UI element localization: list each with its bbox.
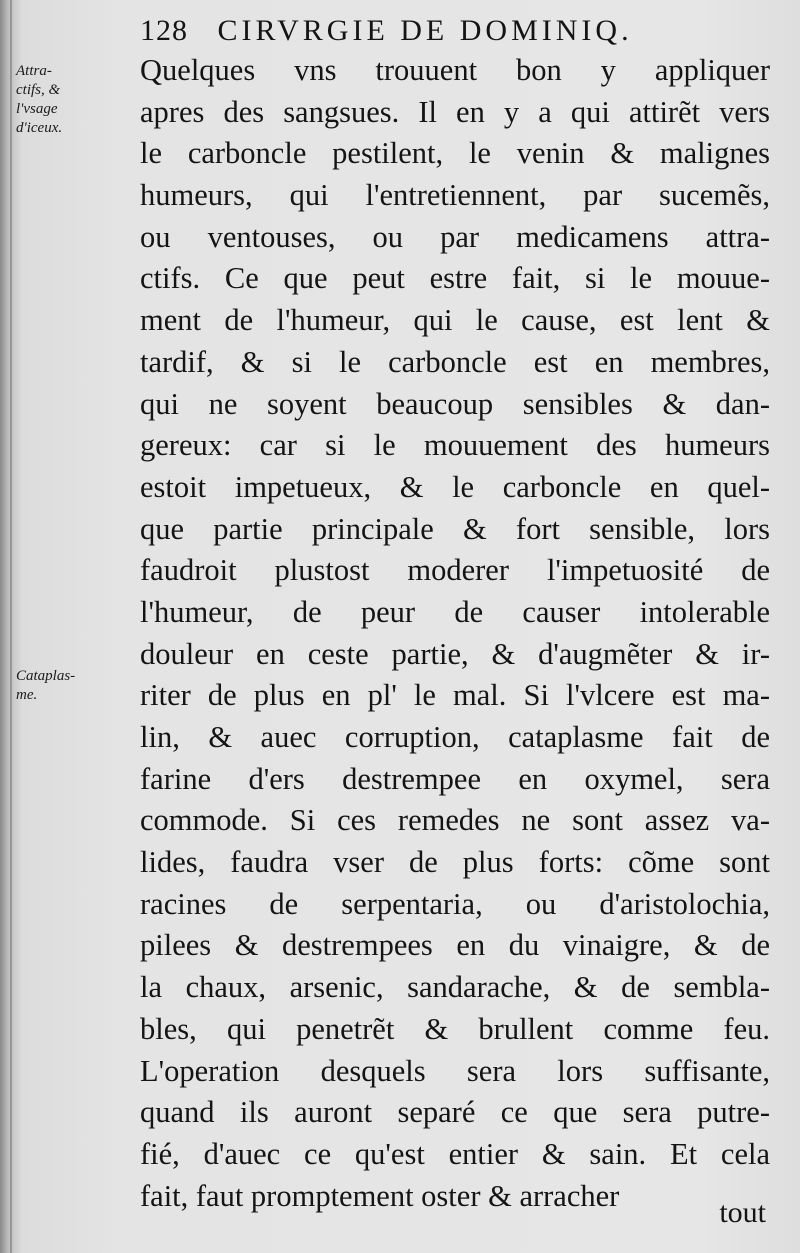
margin-note-line: d'iceux. <box>16 120 63 136</box>
text-line: la chaux, arsenic, sandarache, & de sembla- <box>140 970 770 1005</box>
catchword: tout <box>719 1196 766 1229</box>
text-line: tardif, & si le carboncle est en membres, <box>140 344 770 379</box>
margin-note-line: Cataplas- <box>16 668 76 684</box>
text-line: qui ne soyent beaucoup sensibles & dan- <box>140 386 770 421</box>
text-line: humeurs, qui l'entretiennent, par sucemẽs, <box>140 178 770 213</box>
margin-note-line: me. <box>16 687 38 703</box>
text-line: ou ventouses, ou par medicamens attra- <box>140 219 770 254</box>
margin-note-attractifs <box>16 62 126 138</box>
page-number: 128 <box>140 14 188 47</box>
text-line: que partie principale & fort sensible, lors <box>140 511 770 546</box>
text-line: apres des sangsues. Il en y a qui attirẽt vers <box>140 94 770 129</box>
text-line: fié, d'auec ce qu'est entier & sain. Et cela <box>140 1136 770 1171</box>
page-gutter <box>10 0 12 1253</box>
body-text <box>140 50 770 1217</box>
text-line: ment de l'humeur, qui le cause, est lent & <box>140 303 770 338</box>
text-line: L'operation desquels sera lors suffisante, <box>140 1053 770 1088</box>
text-line: racines de serpentaria, ou d'aristolochia, <box>140 886 770 921</box>
margin-note-line: Attra- <box>16 63 52 79</box>
text-line: riter de plus en pl' le mal. Si l'vlcere est ma- <box>140 678 770 713</box>
margin-note-line: ctifs, & <box>16 82 61 98</box>
text-line: estoit impetueux, & le carboncle en quel- <box>140 469 770 504</box>
text-line: Quelques vns trouuent bon y appliquer <box>140 53 770 87</box>
text-line: lides, faudra vser de plus forts: cõme sont <box>140 845 770 880</box>
running-title: CIRVRGIE DE DOMINIQ. <box>217 14 633 47</box>
margin-note-cataplasme <box>16 667 126 705</box>
text-line: lin, & auec corruption, cataplasme fait de <box>140 720 770 754</box>
text-line: ctifs. Ce que peut estre fait, si le mouue- <box>140 261 770 296</box>
text-line: fait, faut promptement oster & arracher <box>140 1178 620 1213</box>
margin-note-line: l'vsage <box>16 101 58 117</box>
text-line: gereux: car si le mouuement des humeurs <box>140 428 770 463</box>
text-line: le carboncle pestilent, le venin & malignes <box>140 136 770 171</box>
text-line: bles, qui penetrẽt & brullent comme feu. <box>140 1011 770 1046</box>
text-line: farine d'ers destrempee en oxymel, sera <box>140 761 770 796</box>
text-line: faudroit plustost moderer l'impetuosité de <box>140 553 770 588</box>
text-line: douleur en ceste partie, & d'augmẽter & ir- <box>140 636 770 671</box>
text-line: quand ils auront separé ce que sera putre- <box>140 1095 770 1130</box>
text-line: pilees & destrempees en du vinaigre, & de <box>140 928 770 963</box>
text-line: l'humeur, de peur de causer intolerable <box>140 594 770 629</box>
running-header <box>140 14 780 54</box>
text-line: commode. Si ces remedes ne sont assez va- <box>140 803 770 838</box>
